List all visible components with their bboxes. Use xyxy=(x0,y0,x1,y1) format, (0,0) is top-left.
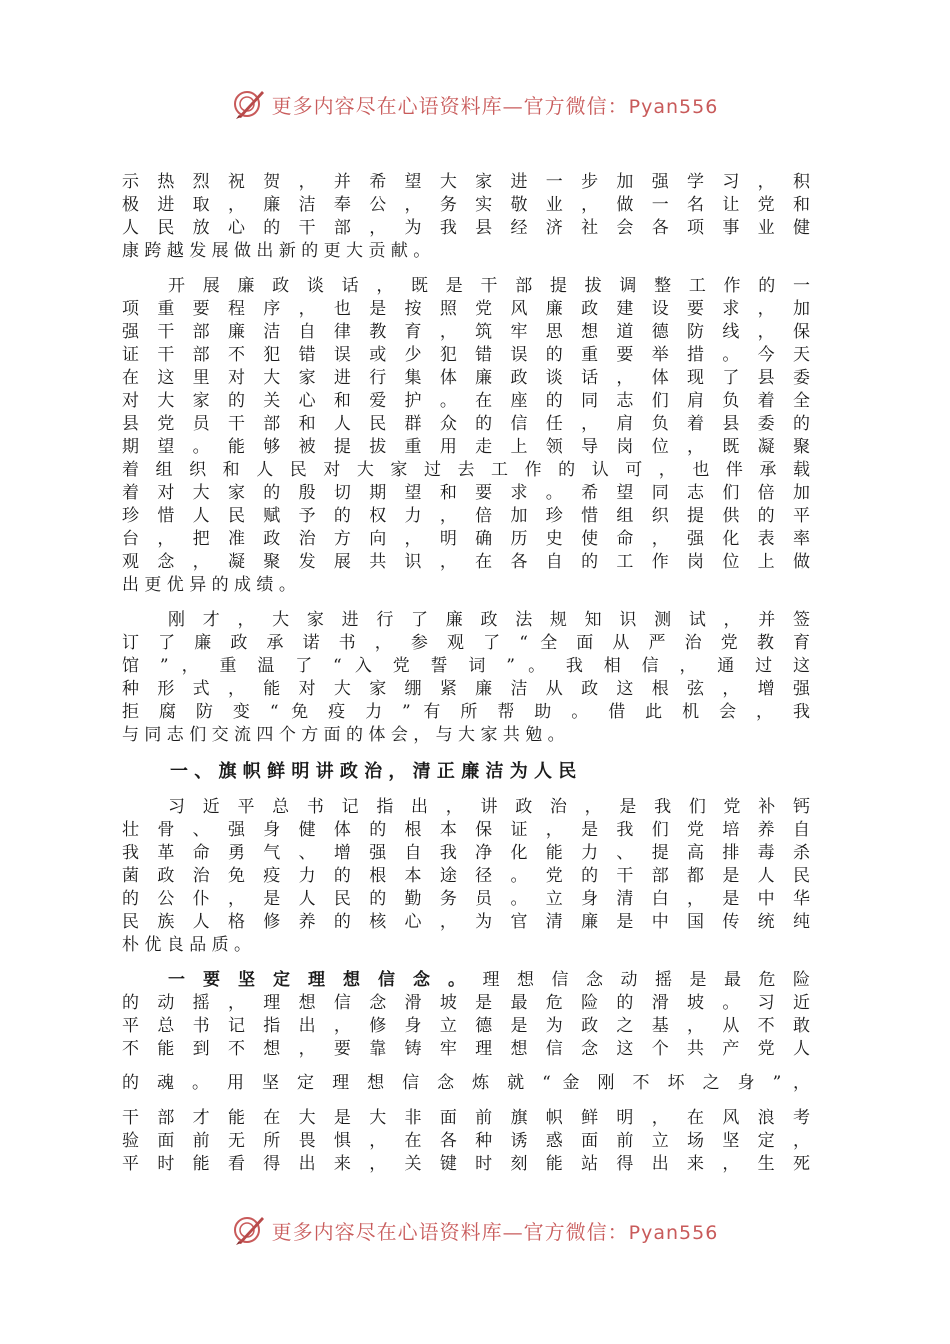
p3-line: 种 形 式 ， 能 对 大 家 绷 紧 廉 洁 从 政 这 根 弦 ， 增 强 xyxy=(122,679,810,699)
p2-line: 县 党 员 干 部 和 人 民 群 众 的 信 任 ， 肩 负 着 县 委 的 xyxy=(122,414,810,434)
header-banner-text xyxy=(272,90,719,119)
p4-line: 民 族 人 格 修 养 的 核 心 ， 为 官 清 廉 是 中 国 传 统 纯 xyxy=(122,912,810,932)
p2-line: 对 大 家 的 关 心 和 爱 护 。 在 座 的 同 志 们 肩 负 着 全 xyxy=(122,391,810,411)
footer-text: 更多内容尽在心语资料库—官方微信： xyxy=(271,1219,629,1244)
p5-lead-bold: 一 要 坚 定 理 想 信 念 。 xyxy=(168,970,472,990)
p2-line: 证 干 部 不 犯 错 误 或 少 犯 错 误 的 重 要 举 措 。 今 天 xyxy=(122,345,810,365)
p3-line: 刚 才 ， 大 家 进 行 了 廉 政 法 规 知 识 测 试 ， 并 签 xyxy=(168,610,810,630)
footer-wechat-id: Pyan556 xyxy=(628,1221,719,1244)
p3-line: 与 同 志 们 交 流 四 个 方 面 的 体 会 ， 与 大 家 共 勉 。 xyxy=(122,725,565,745)
p2-line: 珍 惜 人 民 赋 予 的 权 力 ， 倍 加 珍 惜 组 织 提 供 的 平 xyxy=(122,506,810,526)
header-text: 更多内容尽在心语资料库—官方微信： xyxy=(271,93,629,118)
p2-line: 强 干 部 廉 洁 自 律 教 育 ， 筑 牢 思 想 道 德 防 线 ， 保 xyxy=(122,322,810,342)
p4-line: 朴 优 良 品 质 。 xyxy=(122,935,252,955)
p5-line: 的 动 摇 ， 理 想 信 念 滑 坡 是 最 危 险 的 滑 坡 。 习 近 xyxy=(122,993,810,1013)
pen-logo-icon xyxy=(232,1213,266,1247)
p5-line: 平 总 书 记 指 出 ， 修 身 立 德 是 为 政 之 基 ， 从 不 敢 xyxy=(122,1016,810,1036)
footer-banner xyxy=(0,1210,950,1250)
p1-line: 极 进 取 ， 廉 洁 奉 公 ， 务 实 敬 业 ， 做 一 名 让 党 和 xyxy=(122,195,810,215)
p3-line: 拒 腐 防 变 “ 免 疫 力 ” 有 所 帮 助 。 借 此 机 会 ， 我 xyxy=(122,702,810,722)
p4-line: 的 公 仆 ， 是 人 民 的 勤 务 员 。 立 身 清 白 ， 是 中 华 xyxy=(122,889,810,909)
p5-line: 干 部 才 能 在 大 是 大 非 面 前 旗 帜 鲜 明 ， 在 风 浪 考 xyxy=(122,1108,810,1128)
p5-line: 平 时 能 看 得 出 来 ， 关 键 时 刻 能 站 得 出 来 ， 生 死 xyxy=(122,1154,810,1174)
pen-logo-icon xyxy=(232,87,266,121)
p2-line: 着 组 织 和 人 民 对 大 家 过 去 工 作 的 认 可 ， 也 伴 承 载 xyxy=(122,460,810,480)
p1-line: 示 热 烈 祝 贺 ， 并 希 望 大 家 进 一 步 加 强 学 习 ， 积 xyxy=(122,172,810,192)
p4-line: 习 近 平 总 书 记 指 出 ， 讲 政 治 ， 是 我 们 党 补 钙 xyxy=(168,797,810,817)
p5-first-line xyxy=(122,968,810,992)
p5-line: 不 能 到 不 想 ， 要 靠 铸 牢 理 想 信 念 这 个 共 产 党 人 xyxy=(122,1039,810,1059)
p2-line: 着 对 大 家 的 殷 切 期 望 和 要 求 。 希 望 同 志 们 倍 加 xyxy=(122,483,810,503)
p5-line: 的 魂 。 用 坚 定 理 想 信 念 炼 就 “ 金 刚 不 坏 之 身 ” ， xyxy=(122,1073,810,1093)
p4-line: 我 革 命 勇 气 、 增 强 自 我 净 化 能 力 、 提 高 排 毒 杀 xyxy=(122,843,810,863)
p2-line: 出 更 优 异 的 成 绩 。 xyxy=(122,575,296,595)
p2-line: 观 念 ， 凝 聚 发 展 共 识 ， 在 各 自 的 工 作 岗 位 上 做 xyxy=(122,552,810,572)
p1-line: 康 跨 越 发 展 做 出 新 的 更 大 贡 献 。 xyxy=(122,241,431,261)
p2-line: 开 展 廉 政 谈 话 ， 既 是 干 部 提 拔 调 整 工 作 的 一 xyxy=(168,276,810,296)
header-banner xyxy=(0,84,950,124)
p4-line: 菌 政 治 免 疫 力 的 根 本 途 径 。 党 的 干 部 都 是 人 民 xyxy=(122,866,810,886)
p2-line: 项 重 要 程 序 ， 也 是 按 照 党 风 廉 政 建 设 要 求 ， 加 xyxy=(122,299,810,319)
footer-banner-text xyxy=(272,1216,719,1245)
p3-line: 订 了 廉 政 承 诺 书 ， 参 观 了 “ 全 面 从 严 治 党 教 育 xyxy=(122,633,810,653)
p2-line: 台 ， 把 准 政 治 方 向 ， 明 确 历 史 使 命 ， 强 化 表 率 xyxy=(122,529,810,549)
p3-line: 馆 ” ， 重 温 了 “ 入 党 誓 词 ” 。 我 相 信 ， 通 过 这 xyxy=(122,656,810,676)
p2-line: 期 望 。 能 够 被 提 拔 重 用 走 上 领 导 岗 位 ， 既 凝 聚 xyxy=(122,437,810,457)
p4-line: 壮 骨 、 强 身 健 体 的 根 本 保 证 ， 是 我 们 党 培 养 自 xyxy=(122,820,810,840)
p5-line: 验 面 前 无 所 畏 惧 ， 在 各 种 诱 惑 面 前 立 场 坚 定 ， xyxy=(122,1131,810,1151)
p5-first-rest: 理 想 信 念 动 摇 是 最 危 险 xyxy=(471,970,810,990)
section-heading: 一 、 旗 帜 鲜 明 讲 政 治 ， 清 正 廉 洁 为 人 民 xyxy=(170,761,577,782)
p1-line: 人 民 放 心 的 干 部 ， 为 我 县 经 济 社 会 各 项 事 业 健 xyxy=(122,218,810,238)
p2-line: 在 这 里 对 大 家 进 行 集 体 廉 政 谈 话 ， 体 现 了 县 委 xyxy=(122,368,810,388)
header-wechat-id: Pyan556 xyxy=(628,95,719,118)
